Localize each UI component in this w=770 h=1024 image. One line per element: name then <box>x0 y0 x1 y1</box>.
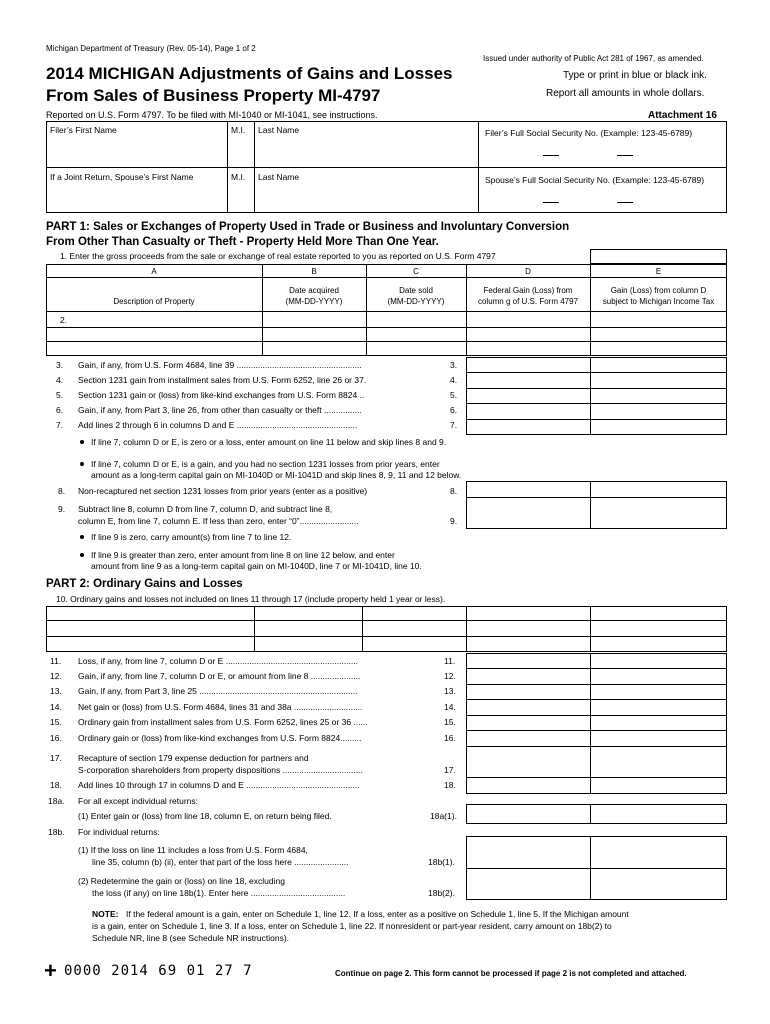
filer-last-name-field[interactable] <box>258 136 475 164</box>
line18b1-ref: 18b(1). <box>428 857 455 867</box>
bullet-line7-gain: If line 7, column D or E, is a gain, and you had no section 1231 losses from prior years, enter <box>91 459 440 469</box>
col-c-header: C <box>413 267 419 276</box>
dept-line: Michigan Department of Treasury (Rev. 05-14), Page 1 of 2 <box>46 44 256 53</box>
spouse-mi-field[interactable] <box>230 183 252 211</box>
col-e-header: E <box>655 267 662 276</box>
bullet-line9-positive: If line 9 is greater than zero, enter amount from line 8 on line 12 below, and enter <box>91 550 395 560</box>
filer-mi-label: M.I. <box>231 125 246 135</box>
bullet-line7-loss: If line 7, column D or E, is zero or a loss, enter amount on line 11 below and skip lines 8 and 9. <box>91 437 447 447</box>
spouse-first-name-label: If a Joint Return, Spouse’s First Name <box>50 172 194 182</box>
line10-rows[interactable] <box>47 607 726 651</box>
line7-number: 7. <box>56 420 64 430</box>
line14-ref: 14. <box>444 702 456 712</box>
spouse-last-name-label: Last Name <box>258 172 300 182</box>
bullet-line7-gain-2: amount as a long-term capital gain on MI-1040D or MI-1041D and skip lines 8, 9, 11 and 12 below. <box>91 470 462 480</box>
line16-label: Ordinary gain or (loss) from like-kind exchanges from U.S. Form 8824......... <box>78 733 362 743</box>
authority-line: Issued under authority of Public Act 281 of 1967, as amended. <box>483 54 704 63</box>
line18b-col-e-fields[interactable] <box>591 837 726 899</box>
filer-first-name-field[interactable] <box>52 136 224 164</box>
line16-number: 16. <box>50 733 62 743</box>
line18a1-label: (1) Enter gain or (loss) from line 18, column E, on return being filed. <box>78 811 332 821</box>
line12-label: Gain, if any, from line 7, column D or E, or amount from line 8 ..................... <box>78 671 361 681</box>
line5-label: Section 1231 gain or (loss) from like-kind exchanges from U.S. Form 8824 .. <box>78 390 365 400</box>
filer-first-name-label: Filer’s First Name <box>50 125 117 135</box>
line4-label: Section 1231 gain from installment sales from U.S. Form 6252, line 26 or 37. <box>78 375 367 385</box>
line11-label: Loss, if any, from line 7, column D or E ........................................................ <box>78 656 358 666</box>
line18b1-label: (1) If the loss on line 11 includes a loss from U.S. Form 4684, <box>78 845 308 855</box>
line18b-label: For individual returns: <box>78 827 160 837</box>
line13-number: 13. <box>50 686 62 696</box>
bullet-icon <box>80 462 84 466</box>
note-line-1: If the federal amount is a gain, enter on Schedule 1, line 12. If a loss, enter as a positive on Schedule 1, line 5. If the Michigan amount <box>126 909 629 919</box>
line18b2-label: (2) Redetermine the gain or (loss) on line 18, excluding <box>78 876 285 886</box>
line10-label: 10. Ordinary gains and losses not included on lines 11 through 17 (include property held 1 year or less). <box>56 594 446 604</box>
line11-18-col-d-fields[interactable] <box>467 654 589 793</box>
spouse-ssn-label: Spouse’s Full Social Security No. (Example: 123-45-6789) <box>485 175 705 185</box>
col-e-desc-2: subject to Michigan Income Tax <box>602 297 715 306</box>
line5-ref: 5. <box>450 390 458 400</box>
line9-number: 9. <box>58 504 66 514</box>
line18b1-label-2: line 35, column (b) (ii), enter that part of the loss here ....................... <box>92 857 349 867</box>
line8-label: Non-recaptured net section 1231 losses from prior years (enter as a positive) <box>78 486 368 496</box>
line15-ref: 15. <box>444 717 456 727</box>
line15-label: Ordinary gain from installment sales from U.S. Form 6252, lines 25 or 36 ...... <box>78 717 368 727</box>
spouse-mi-label: M.I. <box>231 172 246 182</box>
line9-label: Subtract line 8, column D from line 7, column D, and subtract line 8, <box>78 504 333 514</box>
line17-label: Recapture of section 179 expense deduction for partners and <box>78 753 309 763</box>
line15-number: 15. <box>50 717 62 727</box>
line9-ref: 9. <box>450 516 458 526</box>
col-c-desc: Date sold <box>399 286 433 295</box>
col-d-header: D <box>525 267 531 276</box>
bullet-icon <box>80 535 84 539</box>
line2-label: 2. <box>60 315 68 325</box>
line3-7-col-d-fields[interactable] <box>467 358 589 434</box>
note-label: NOTE: <box>92 909 119 919</box>
attachment-number: Attachment 16 <box>648 110 717 121</box>
line3-ref: 3. <box>450 360 458 370</box>
line4-ref: 4. <box>450 375 458 385</box>
col-a-desc: Description of Property <box>113 297 195 306</box>
col-a-header: A <box>151 267 157 276</box>
col-c-desc-format: (MM-DD-YYYY) <box>387 297 445 306</box>
filer-ssn-label: Filer’s Full Social Security No. (Example: 123-45-6789) <box>485 128 693 138</box>
line8-ref: 8. <box>450 486 458 496</box>
line6-number: 6. <box>56 405 64 415</box>
col-b-header: B <box>311 267 317 276</box>
line11-number: 11. <box>50 656 62 666</box>
line18a1-ref: 18a(1). <box>430 811 457 821</box>
line17-number: 17. <box>50 753 62 763</box>
reported-note: Reported on U.S. Form 4797. To be filed with MI-1040 or MI-1041, see instructions. <box>46 110 378 120</box>
note-line-3: Schedule NR, line 8 (see Schedule NR instructions). <box>92 933 290 943</box>
filer-last-name-label: Last Name <box>258 125 300 135</box>
continue-note: Continue on page 2. This form cannot be processed if page 2 is not completed and attached. <box>335 969 687 978</box>
line12-ref: 12. <box>444 671 456 681</box>
line18-label: Add lines 10 through 17 in columns D and E ................................................ <box>78 780 360 790</box>
ssn-dash <box>543 155 559 156</box>
line13-ref: 13. <box>444 686 456 696</box>
part1-title-1: PART 1: Sales or Exchanges of Property Used in Trade or Business and Involuntary Conversion <box>46 221 570 233</box>
ssn-dash <box>617 155 633 156</box>
spouse-ssn-field[interactable] <box>484 187 724 211</box>
part2-title: PART 2: Ordinary Gains and Losses <box>46 578 243 590</box>
note-line-2: is a gain, enter on Schedule 1, line 3. If a loss, enter on Schedule 1, line 22. If nonresident or part-year resident, carry amount on 18b(2) to <box>92 921 612 931</box>
line7-ref: 7. <box>450 420 458 430</box>
bullet-line9-zero: If line 9 is zero, carry amount(s) from line 7 to line 12. <box>91 532 292 542</box>
form-barcode-number: 0000 2014 69 01 27 7 <box>64 963 253 979</box>
line9-label-2: column E, from line 7, column E. If less than zero, enter “0”......................... <box>78 516 359 526</box>
line13-label: Gain, if any, from Part 3, line 25 ................................................................... <box>78 686 358 696</box>
line17-label-2: S-corporation shareholders from property dispositions .................................. <box>78 765 363 775</box>
line7-label: Add lines 2 through 6 in columns D and E ................................................... <box>78 420 358 430</box>
line4-number: 4. <box>56 375 64 385</box>
col-b-desc-format: (MM-DD-YYYY) <box>285 297 343 306</box>
line5-number: 5. <box>56 390 64 400</box>
line6-label: Gain, if any, from Part 3, line 26, from other than casualty or theft ................ <box>78 405 362 415</box>
line8-9-col-e-fields[interactable] <box>591 482 726 528</box>
line3-7-col-e-fields[interactable] <box>591 358 726 434</box>
line14-number: 14. <box>50 702 62 712</box>
line2-property-rows[interactable] <box>78 312 258 354</box>
col-d-desc-2: column g of U.S. Form 4797 <box>477 297 579 306</box>
line18b2-ref: 18b(2). <box>428 888 455 898</box>
line18-ref: 18. <box>444 780 456 790</box>
type-note: Type or print in blue or black ink. <box>563 70 707 81</box>
col-d-desc: Federal Gain (Loss) from <box>483 286 573 295</box>
line16-ref: 16. <box>444 733 456 743</box>
whole-dollars-note: Report all amounts in whole dollars. <box>546 88 705 99</box>
line18a1-field[interactable] <box>591 805 726 823</box>
line17-ref: 17. <box>444 765 456 775</box>
ssn-dash <box>617 202 633 203</box>
bullet-icon <box>80 553 84 557</box>
bullet-icon <box>80 440 84 444</box>
bullet-line9-positive-2: amount from line 9 as a long-term capital gain on MI-1040D, line 7 or MI-1041D, line 10. <box>91 561 422 571</box>
line18b-col-d-fields[interactable] <box>467 837 589 899</box>
line12-number: 12. <box>50 671 62 681</box>
line8-number: 8. <box>58 486 66 496</box>
line6-ref: 6. <box>450 405 458 415</box>
filer-mi-field[interactable] <box>230 136 252 164</box>
line18-number: 18. <box>50 780 62 790</box>
spouse-first-name-field[interactable] <box>52 183 224 211</box>
col-e-desc: Gain (Loss) from column D <box>610 286 707 295</box>
filer-ssn-field[interactable] <box>484 140 724 164</box>
line1-label: 1. Enter the gross proceeds from the sale or exchange of real estate reported to you as reported on U.S. Form 4797 <box>60 251 496 261</box>
col-b-desc: Date acquired <box>289 286 339 295</box>
line11-ref: 11. <box>444 656 456 666</box>
line14-label: Net gain or (loss) from U.S. Form 4684, lines 31 and 38a ............................. <box>78 702 363 712</box>
line11-18-col-e-fields[interactable] <box>591 654 726 793</box>
line18b-number: 18b. <box>48 827 65 837</box>
line3-label: Gain, if any, from U.S. Form 4684, line 39 ..................................................... <box>78 360 362 370</box>
line3-number: 3. <box>56 360 64 370</box>
plus-mark-icon: + <box>44 958 57 983</box>
line18a-label: For all except individual returns: <box>78 796 199 806</box>
line1-input[interactable] <box>590 249 727 264</box>
spouse-last-name-field[interactable] <box>258 183 475 211</box>
form-title-1: 2014 MICHIGAN Adjustments of Gains and Losses <box>46 64 453 83</box>
form-title-2: From Sales of Business Property MI-4797 <box>46 86 381 105</box>
line18b2-label-2: the loss (if any) on line 18b(1). Enter here ........................................ <box>92 888 346 898</box>
part1-title-2: From Other Than Casualty or Theft - Property Held More Than One Year. <box>46 236 439 248</box>
line18a-number: 18a. <box>48 796 65 806</box>
ssn-dash <box>543 202 559 203</box>
line8-9-col-d-fields[interactable] <box>467 482 589 528</box>
